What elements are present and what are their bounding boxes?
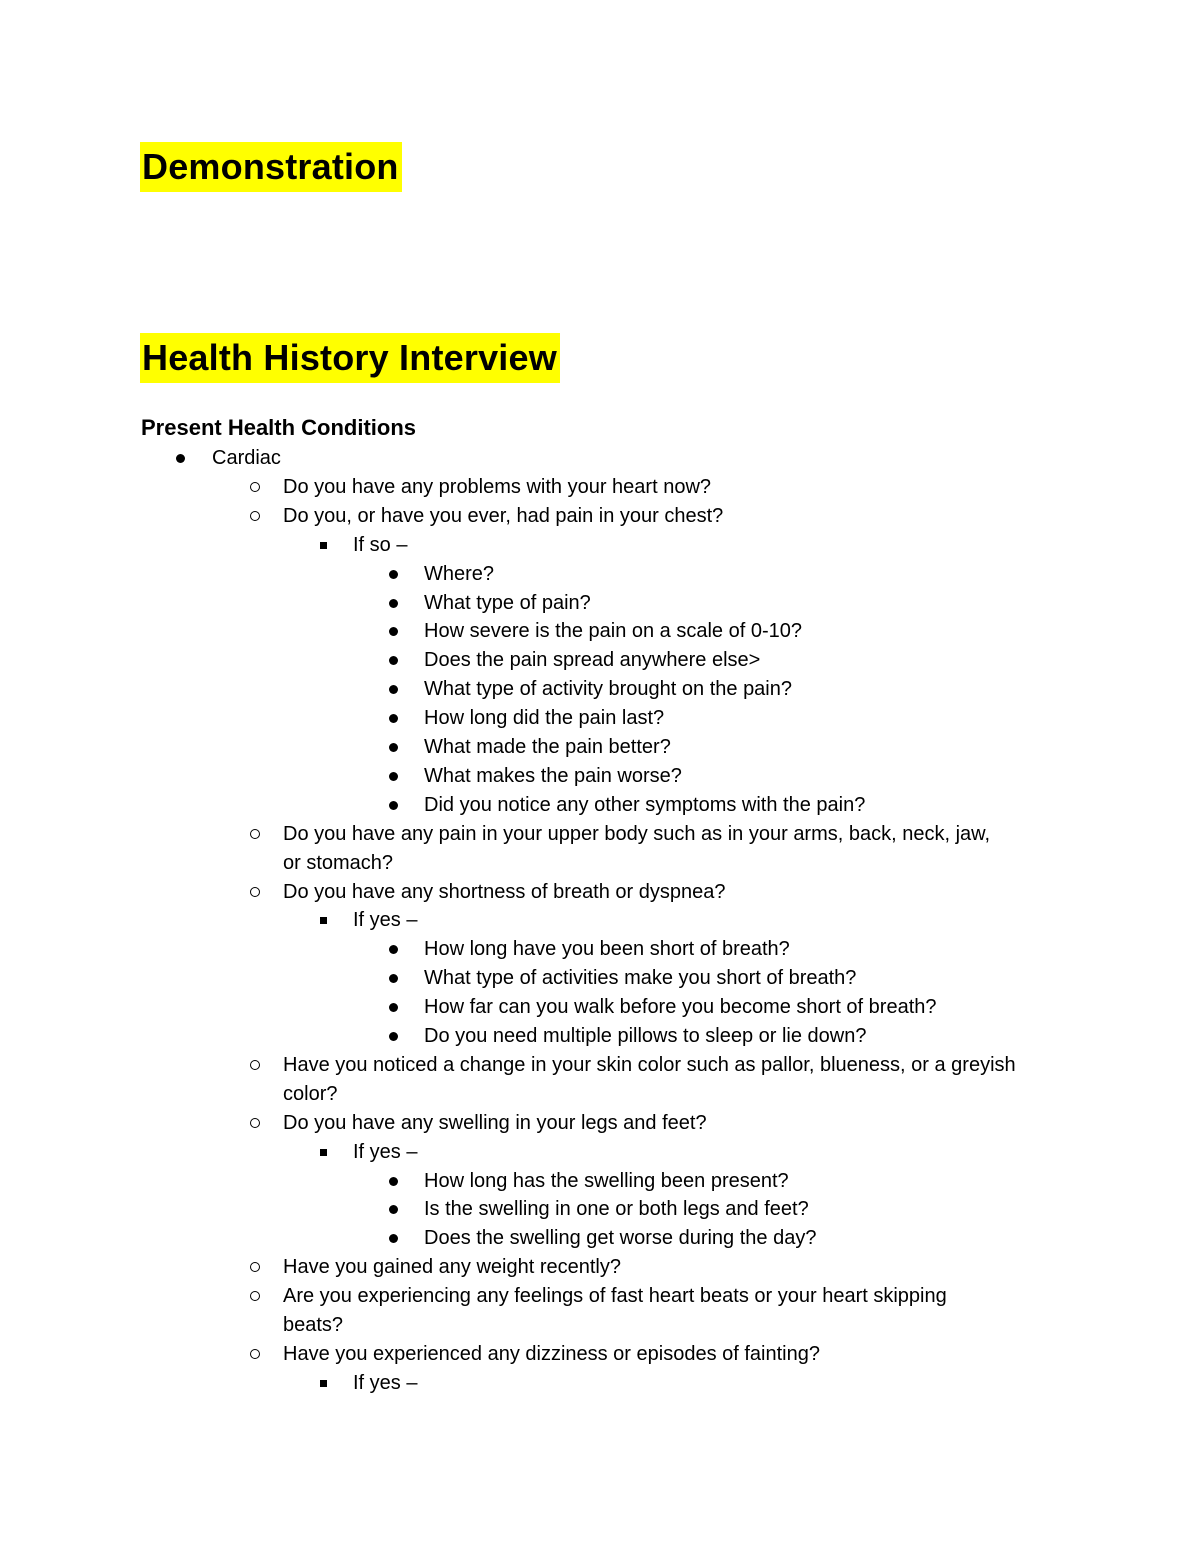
outline-item: If so – <box>353 533 408 556</box>
dot-bullet-icon <box>389 772 398 781</box>
outline-item: beats? <box>283 1314 344 1336</box>
dot-bullet-icon <box>389 801 398 810</box>
dot-bullet-icon <box>176 454 185 463</box>
outline-item: color? <box>283 1082 338 1105</box>
square-bullet-icon <box>320 917 327 924</box>
hollow-circle-icon <box>250 1262 260 1272</box>
section-heading: Present Health Conditions <box>141 415 417 440</box>
outline-item: Have you gained any weight recently? <box>283 1256 621 1279</box>
outline-item: What type of activity brought on the pain? <box>424 678 792 701</box>
outline-item: Do you have any pain in your upper body such as in your arms, back, neck, jaw, <box>283 822 991 845</box>
heading-demonstration: Demonstration <box>140 142 402 192</box>
outline-item: Do you need multiple pillows to sleep or lie down? <box>424 1025 867 1047</box>
square-bullet-icon <box>320 542 327 549</box>
hollow-circle-icon <box>250 1060 260 1070</box>
dot-bullet-icon <box>389 685 398 694</box>
dot-bullet-icon <box>389 1177 398 1186</box>
outline-item: How severe is the pain on a scale of 0-10? <box>424 620 802 643</box>
outline-item: Cardiac <box>212 447 281 469</box>
outline-item: Have you experienced any dizziness or episodes of fainting? <box>283 1342 820 1365</box>
dot-bullet-icon <box>389 945 398 954</box>
dot-bullet-icon <box>389 1032 398 1041</box>
outline-item: Do you, or have you ever, had pain in your chest? <box>283 504 724 527</box>
hollow-circle-icon <box>250 1349 260 1359</box>
dot-bullet-icon <box>389 1003 398 1012</box>
hollow-circle-icon <box>250 511 260 521</box>
dot-bullet-icon <box>389 627 398 636</box>
hollow-circle-icon <box>250 1118 260 1128</box>
outline-item: How long have you been short of breath? <box>424 938 790 961</box>
outline-item: If yes – <box>353 1371 418 1394</box>
heading-health-history-interview: Health History Interview <box>140 333 560 383</box>
hollow-circle-icon <box>250 887 260 897</box>
hollow-circle-icon <box>250 482 260 492</box>
outline-item: If yes – <box>353 909 418 932</box>
outline-item: Does the swelling get worse during the day? <box>424 1227 817 1250</box>
dot-bullet-icon <box>389 656 398 665</box>
square-bullet-icon <box>320 1149 327 1156</box>
outline-item: What made the pain better? <box>424 736 671 758</box>
outline-item: or stomach? <box>283 851 394 874</box>
dot-bullet-icon <box>389 974 398 983</box>
outline-item: Do you have any problems with your heart now? <box>283 475 712 498</box>
outline-item: What type of pain? <box>424 591 591 614</box>
outline-item: How long has the swelling been present? <box>424 1169 789 1192</box>
dot-bullet-icon <box>389 599 398 608</box>
outline-item: How far can you walk before you become short of breath? <box>424 996 937 1019</box>
outline-item: What type of activities make you short of breath? <box>424 967 857 990</box>
square-bullet-icon <box>320 1380 327 1387</box>
outline-item: Does the pain spread anywhere else> <box>424 649 761 672</box>
dot-bullet-icon <box>389 1234 398 1243</box>
outline-item: Where? <box>424 562 495 585</box>
outline-item: Do you have any swelling in your legs and feet? <box>283 1111 707 1134</box>
outline-item: Do you have any shortness of breath or dyspnea? <box>283 880 726 903</box>
outline-item: Did you notice any other symptoms with the pain? <box>424 793 866 816</box>
dot-bullet-icon <box>389 570 398 579</box>
outline-item: How long did the pain last? <box>424 707 665 730</box>
dot-bullet-icon <box>389 714 398 723</box>
outline-item: What makes the pain worse? <box>424 764 682 787</box>
hollow-circle-icon <box>250 829 260 839</box>
outline-item: If yes – <box>353 1140 418 1163</box>
outline-item: Is the swelling in one or both legs and feet? <box>424 1198 809 1221</box>
dot-bullet-icon <box>389 743 398 752</box>
outline-item: Are you experiencing any feelings of fast heart beats or your heart skipping <box>283 1285 947 1308</box>
outline-item: Have you noticed a change in your skin color such as pallor, blueness, or a greyish <box>283 1053 1016 1076</box>
dot-bullet-icon <box>389 1205 398 1214</box>
hollow-circle-icon <box>250 1291 260 1301</box>
